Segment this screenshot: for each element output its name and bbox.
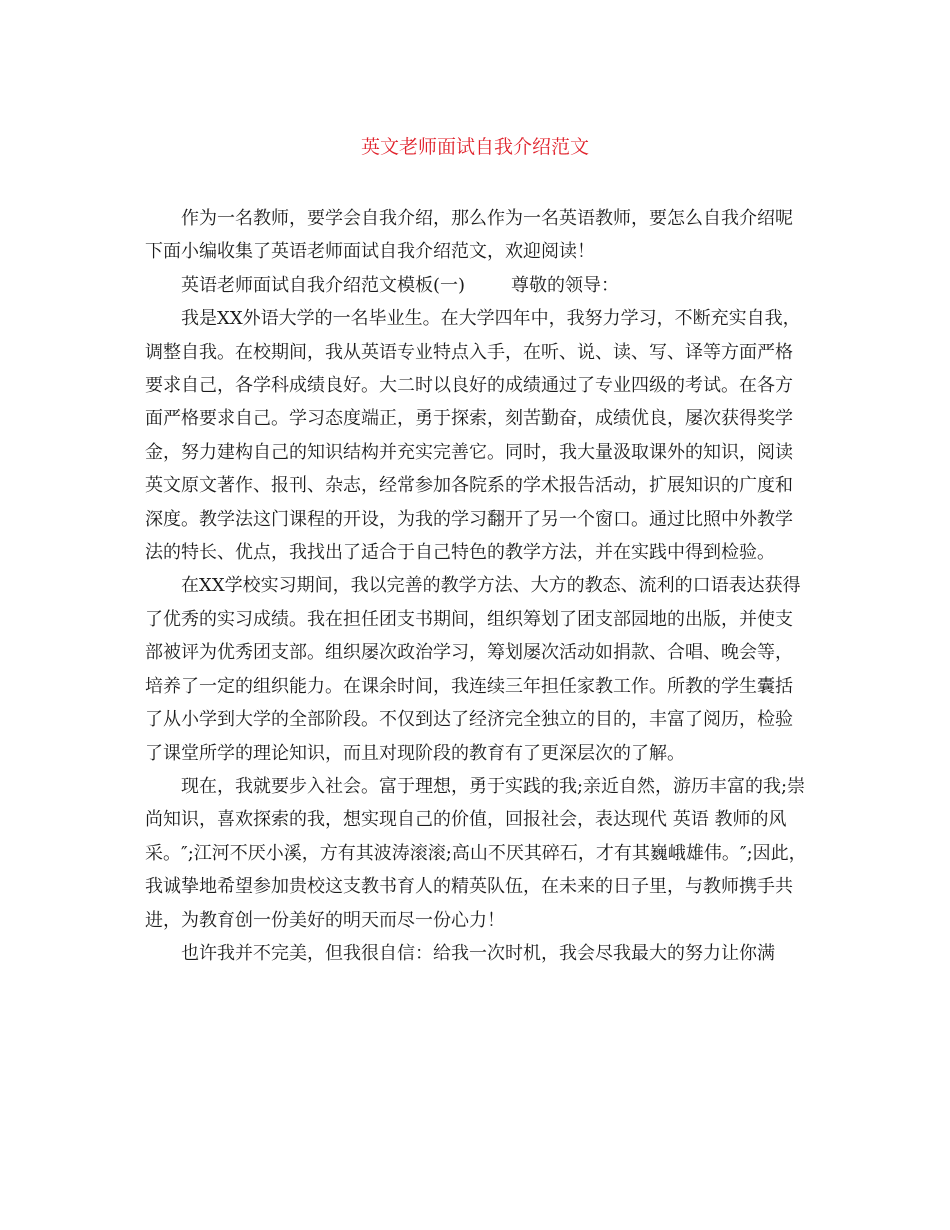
paragraph-aspiration: 现在，我就要步入社会。富于理想，勇于实践的我;亲近自然，游历丰富的我;崇尚知识，喜欢探索的我，想实现自己的价值，回报社会，表达现代 英语 教师的风采。″;江河不厌小溪，方有其波涛滚滚;高山不厌其碎石，才有其巍峨雄伟。″;因此，我诚挚地希望参加贵校这支教书育人的精英队伍，在未来的日子里，与教师携手共进，为教育创一份美好的明天而尽一份心力！ — [145, 775, 807, 931]
paragraph-education: 我是XX外语大学的一名毕业生。在大学四年中，我努力学习，不断充实自我，调整自我。在校期间，我从英语专业特点入手，在听、说、读、写、译等方面严格要求自己，各学科成绩良好。大二时以良好的成绩通过了专业四级的考试。在各方面严格要求自己。学习态度端正，勇于探索，刻苦勤奋，成绩优良，屡次获得奖学金，努力建构自己的知识结构并充实完善它。同时，我大量汲取课外的知识，阅读英文原文著作、报刊、杂志，经常参加各院系的学术报告活动，扩展知识的广度和深度。教学法这门课程的开设，为我的学习翻开了另一个窗口。通过比照中外教学法的特长、优点，我找出了适合于自己特色的教学方法，并在实践中得到检验。 — [145, 308, 801, 564]
document-title: 英文老师面试自我介绍范文 — [360, 136, 589, 158]
document-body — [145, 202, 810, 970]
intro-paragraph: 作为一名教师，要学会自我介绍，那么作为一名英语教师，要怎么自我介绍呢下面小编收集了英语老师面试自我介绍范文，欢迎阅读！ — [145, 208, 793, 263]
salutation: 尊敬的领导： — [511, 274, 620, 296]
paragraph-internship: 在XX学校实习期间，我以完善的教学方法、大方的教态、流利的口语表达获得了优秀的实习成绩。我在担任团支书期间，组织筹划了团支部园地的出版，并使支部被评为优秀团支部。组织屡次政治学习，筹划屡次活动如捐款、合唱、晚会等，培养了一定的组织能力。在课余时间，我连续三年担任家教工作。所教的学生囊括了从小学到大学的全部阶段。不仅到达了经济完全独立的目的，丰富了阅历，检验了课堂所学的理论知识，而且对现阶段的教育有了更深层次的了解。 — [145, 575, 801, 764]
paragraph-closing: 也许我并不完美，但我很自信：给我一次时机，我会尽我最大的努力让你满 — [181, 942, 775, 964]
template-heading: 英语老师面试自我介绍范文模板(一) — [181, 274, 466, 296]
template-heading-line — [145, 269, 810, 302]
